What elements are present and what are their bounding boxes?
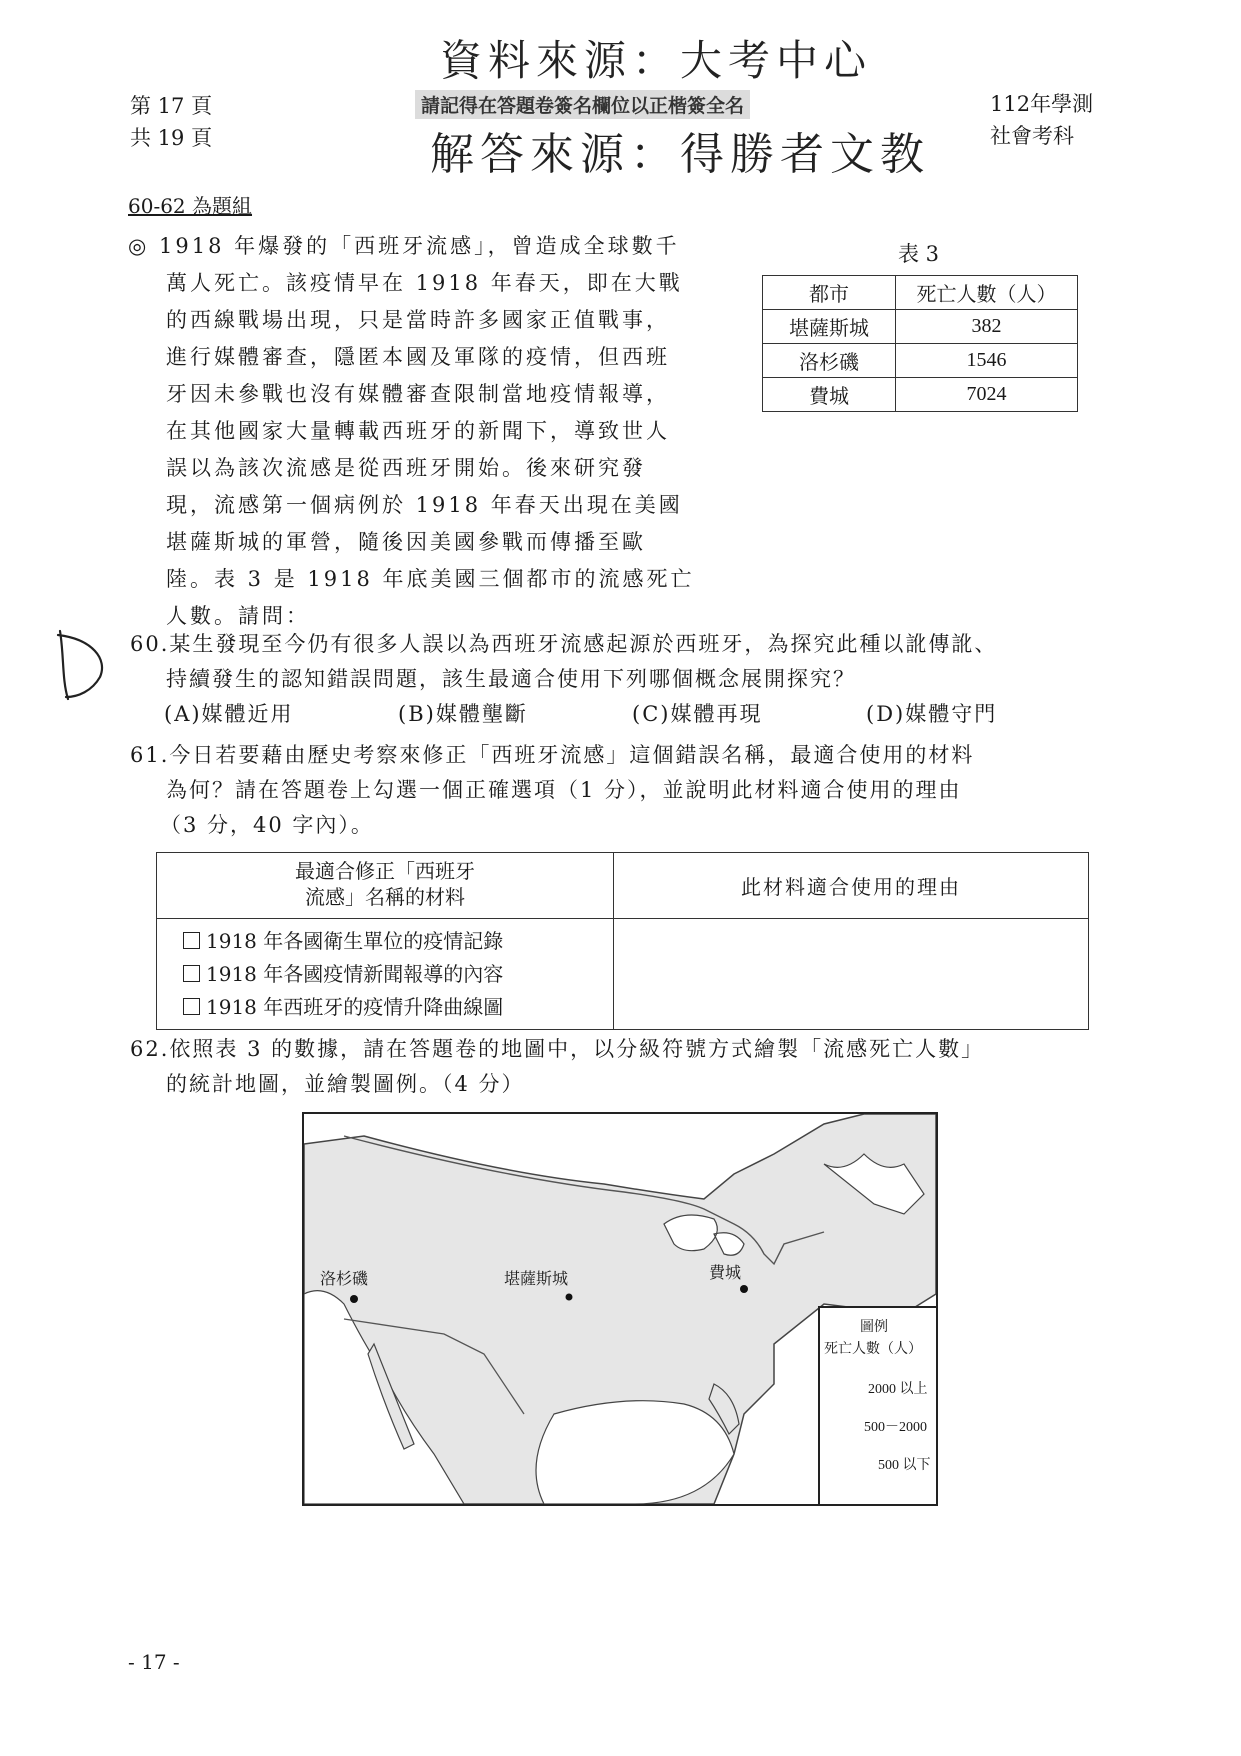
table-row	[763, 344, 1078, 378]
q62-line: 62.依照表 3 的數據，請在答題卷的地圖中，以分級符號方式繪製「流感死亡人數」	[130, 1037, 985, 1061]
subject-label: 社會考科	[990, 124, 1074, 148]
map-label-philadelphia: 費城	[709, 1263, 742, 1282]
handwritten-answer-mark	[42, 625, 112, 705]
question-60	[130, 627, 1130, 732]
passage-line: 陸。表 3 是 1918 年底美國三個都市的流感死亡	[166, 567, 695, 591]
legend-subtitle: 死亡人數（人）	[824, 1342, 922, 1357]
handwritten-answer-source-note: 解答來源：得勝者文教	[430, 129, 930, 180]
q61-line: 為何？請在答題卷上勾選一個正確選項（1 分），並說明此材料適合使用的理由	[166, 778, 962, 802]
handwritten-source-note: 資料來源：大考中心	[440, 36, 873, 85]
checkbox[interactable]	[183, 965, 200, 982]
q60-option-d[interactable]: (D)媒體守門	[866, 702, 998, 726]
map-label-los-angeles: 洛杉磯	[320, 1269, 369, 1288]
q61-header-row	[157, 853, 1089, 919]
passage	[128, 228, 728, 635]
table-row	[763, 310, 1078, 344]
q61-choice-label: 1918 年各國衛生單位的疫情記錄	[206, 929, 504, 953]
exam-year: 112年學測	[990, 92, 1094, 116]
q61-header-material	[157, 853, 614, 919]
passage-line: 牙因未參戰也沒有媒體審查限制當地疫情報導，	[166, 382, 670, 406]
signature-notice: 請記得在答題卷簽名欄位以正楷簽全名	[415, 90, 750, 119]
legend-class-high: 2000 以上	[868, 1382, 928, 1397]
passage-line: 堪薩斯城的軍營，隨後因美國參戰而傳播至歐	[166, 530, 646, 554]
q61-choice[interactable]	[183, 958, 613, 991]
q61-line: 61.今日若要藉由歷史考察來修正「西班牙流感」這個錯誤名稱，最適合使用的材料	[130, 743, 975, 767]
q60-options	[130, 697, 1130, 732]
table3-city: 費城	[763, 378, 896, 412]
q61-choice-label: 1918 年各國疫情新聞報導的內容	[206, 962, 504, 986]
passage-line: 的西線戰場出現，只是當時許多國家正值戰事，	[166, 308, 670, 332]
q60-option-b[interactable]: (B)媒體壟斷	[398, 702, 528, 726]
q61-body-row	[157, 919, 1089, 1030]
table3	[762, 275, 1078, 412]
table3-header-city: 都市	[763, 276, 896, 310]
table3-header-deaths: 死亡人數（人）	[896, 276, 1078, 310]
table3-deaths: 7024	[896, 378, 1078, 412]
q61-answer-table	[156, 852, 1089, 1030]
table3-city: 洛杉磯	[763, 344, 896, 378]
table3-header-row	[763, 276, 1078, 310]
philadelphia-dot	[740, 1285, 748, 1293]
table3-caption: 表 3	[898, 242, 940, 266]
table3-city: 堪薩斯城	[763, 310, 896, 344]
q61-line: （3 分，40 字內）。	[160, 813, 374, 837]
q61-choice[interactable]	[183, 991, 613, 1024]
legend-class-low: 500 以下	[878, 1458, 931, 1473]
q61-header-reason: 此材料適合使用的理由	[614, 853, 1089, 919]
total-pages-label: 共 19 頁	[130, 126, 213, 150]
los-angeles-dot	[350, 1295, 358, 1303]
q60-line: 60.某生發現至今仍有很多人誤以為西班牙流感起源於西班牙，為探究此種以訛傳訛、	[130, 632, 998, 656]
map-label-kansas-city: 堪薩斯城	[504, 1269, 569, 1288]
checkbox[interactable]	[183, 932, 200, 949]
q61-choice[interactable]	[183, 925, 613, 958]
kansas-city-dot	[566, 1294, 573, 1301]
table-row	[763, 378, 1078, 412]
question-group-title: 60-62 為題組	[128, 194, 253, 218]
passage-line: 在其他國家大量轉載西班牙的新聞下，導致世人	[166, 419, 670, 443]
checkbox[interactable]	[183, 998, 200, 1015]
passage-line: ◎ 1918 年爆發的「西班牙流感」，曾造成全球數千	[128, 234, 680, 258]
q61-choice-label: 1918 年西班牙的疫情升降曲線圖	[206, 995, 504, 1019]
q61-reason-answer-area[interactable]	[614, 919, 1089, 1030]
legend-title: 圖例	[860, 1320, 888, 1335]
q61-header-material-line: 流感」名稱的材料	[305, 885, 465, 909]
passage-line: 現，流感第一個病例於 1918 年春天出現在美國	[166, 493, 683, 517]
passage-line: 進行媒體審查，隱匿本國及軍隊的疫情，但西班	[166, 345, 670, 369]
q60-option-a[interactable]: (A)媒體近用	[164, 702, 294, 726]
q60-option-c[interactable]: (C)媒體再現	[632, 702, 763, 726]
us-map[interactable]	[302, 1112, 938, 1506]
q61-choices	[157, 919, 614, 1030]
question-61	[130, 738, 1130, 843]
question-62	[130, 1032, 1130, 1102]
handwritten-d-glyph	[42, 625, 112, 705]
q61-header-material-line: 最適合修正「西班牙	[295, 859, 475, 883]
passage-line: 誤以為該次流感是從西班牙開始。後來研究發	[166, 456, 646, 480]
passage-line: 萬人死亡。該疫情早在 1918 年春天，即在大戰	[166, 271, 683, 295]
table3-deaths: 382	[896, 310, 1078, 344]
map-legend	[818, 1306, 938, 1506]
passage-line: 人數。請問：	[166, 604, 310, 628]
table3-deaths: 1546	[896, 344, 1078, 378]
page-label: 第 17 頁	[130, 94, 213, 118]
page-number: - 17 -	[128, 1650, 180, 1674]
q60-line: 持續發生的認知錯誤問題，該生最適合使用下列哪個概念展開探究？	[166, 667, 856, 691]
legend-class-medium: 500－2000	[864, 1420, 927, 1435]
q62-line: 的統計地圖，並繪製圖例。（4 分）	[166, 1072, 525, 1096]
